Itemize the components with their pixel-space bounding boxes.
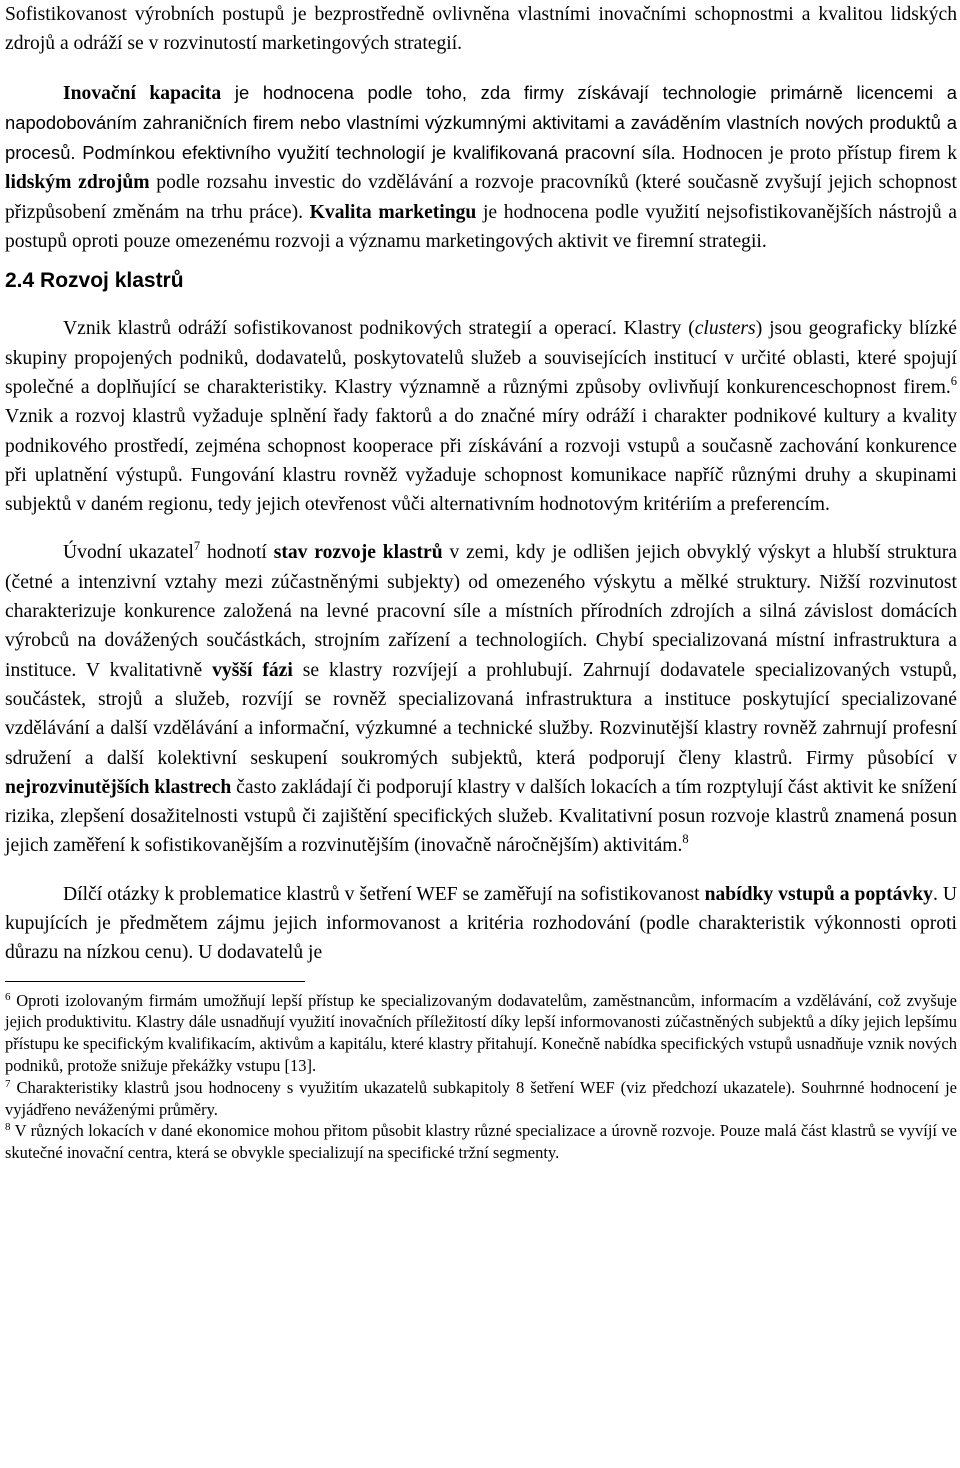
paragraph-text: hodnotí [200, 542, 274, 564]
paragraph-clusters [5, 314, 957, 519]
paragraph-text: podle rozsahu investic do vzdělávání a rozvoje pracovníků (které současně zvyšují jejich schopnost přizpůsobení změnám na trhu práce). [5, 172, 958, 223]
footnote-divider [5, 981, 305, 982]
footnote-text: Charakteristiky klastrů jsou hodnoceny s využitím ukazatelů subkapitoly 8 šetření WEF (viz předchozí ukazatele). Souhrnné hodnocení je vyjádřeno neváženými průměry. [5, 1077, 957, 1119]
term-higher-phase: vyšší fázi [212, 659, 293, 681]
footnote-6 [5, 990, 957, 1077]
paragraph-text: Hodnocen je proto přístup firem k [675, 143, 958, 165]
paragraph-text: . U kupujících je předmětem zájmu jejich informovanost a kritéria rozhodování (podle charakteristik výkonnosti oproti důrazu na nízkou cenu). U dodavatelů je [5, 883, 957, 964]
footnote-mark: 6 [5, 990, 11, 1003]
paragraph-text: Dílčí otázky k problematice klastrů v šetření WEF se zaměřují na sofistikovanost [63, 883, 705, 905]
footnote-7 [5, 1077, 957, 1121]
footnote-mark: 7 [5, 1077, 11, 1090]
paragraph-text: Vznik a rozvoj klastrů vyžaduje splnění řady faktorů a do značné míry odráží i charakter podnikové kultury a kvality podnikového prostředí, zejména schopnost kooperace při získávání a rozvoji vstupů a současně zachování konkurence při uplatnění výstupů. Fungování klastru rovněž vyžaduje schopnost komunikace napříč různými druhy a skupinami subjektů v daném regionu, tedy jejich otevřenost vůči alternativním hodnotovým kritériím a preferencím. [5, 406, 957, 516]
paragraph-text: je hodnocena podle toho, zda firmy získávají technologie primárně licencemi a napodobováním zahraničních firem nebo vlastními výzkumnými aktivitami a zaváděním vlastních nových produktů a procesů. Podmínkou efektivního využití technologií je kvalifikovaná pracovní síla. [5, 81, 958, 164]
paragraph-text: je hodnocena podle využití nejsofistikovanějších nástrojů a postupů oproti pouze omezenému rozvoji a významu marketingových aktivit ve firemní strategii. [5, 201, 957, 253]
footnote-text: Oproti izolovaným firmám umožňují lepší přístup ke specializovaným dodavatelům, zaměstnancům, informacím a vzdělávání, což zvyšuje jejich produktivitu. Klastry dále usnadňují využití inovačních příležitostí díky lepší informovanosti zúčastněných subjektů a díky jejich lepšímu přístupu ke specifickým kvalifikacím, aktivům a kapitálu, které klastry přitahují. Konečně nabídka specifických vstupů usnadňuje vznik nových podniků, protože snižuje překážky vstupu [13]. [5, 990, 957, 1075]
term-cluster-state: stav rozvoje klastrů [273, 542, 443, 564]
paragraph-intro [5, 0, 957, 59]
term-most-developed-clusters: nejrozvinutějších klastrech [5, 776, 232, 798]
paragraph-text: v zemi, kdy je odlišen jejich obvyklý výskyt a hlubší struktura (četné a intenzivní vztahy mezi zúčastněnými subjekty) od omezeného výskytu a mělké struktury. Nižší rozvinutost charakterizuje konkurence založená na levné pracovní síle a místních přírodních zdrojích a silná závislost domácích výrobců na dovážených součástkách, strojním zařízení a technologiích. Chybí specializovaná místní infrastruktura a instituce. V kvalitativně [5, 542, 957, 681]
paragraph-text: Úvodní ukazatel [63, 542, 194, 564]
paragraph-text: Sofistikovanost výrobních postupů je bezprostředně ovlivněna vlastními inovačními schopnostmi a kvalitou lidských zdrojů a odráží se v rozvinutostí marketingových strategií. [5, 4, 957, 55]
term-clusters: clusters [694, 318, 756, 340]
footnote-ref-7[interactable]: 7 [193, 539, 201, 554]
section-heading: 2.4 Rozvoj klastrů [5, 269, 184, 293]
term-human-resources: lidským zdrojům [5, 172, 150, 194]
paragraph-indicator [5, 538, 957, 860]
paragraph-subquestions [5, 880, 957, 968]
paragraph-text: se klastry rozvíjejí a prohlubují. Zahrnují dodavatele specializovaných vstupů, součástek, strojů a služeb, rozvíjí se rovněž specializovaná infrastruktura a instituce poskytující specializované vzdělávání a další vzdělávání a informační, výzkumné a technické služby. Rozvinutější klastry rovněž zahrnují profesní sdružení a další kolektivní seskupení soukromých subjektů, která podporují členy klastrů. Firmy působící v [5, 659, 957, 769]
spacer-text [303, 202, 310, 223]
paragraph-innovation [5, 78, 957, 257]
footnote-text: V různých lokacích v dané ekonomice mohou přitom působit klastry různé specializace a úrovně rozvoje. Pouze malá část klastrů se vyvíjí ve skutečné inovační centra, která se obvykle specializují na specifické tržní segmenty. [5, 1121, 957, 1163]
footnote-8 [5, 1120, 957, 1164]
paragraph-text: často zakládají či podporují klastry v dalších lokacích a tím rozptylují část aktivit ke snížení rizika, zlepšení dosažitelnosti vstupů či zajištění specifických služeb. Kvalitativní posun rozvoje klastrů znamená posun jejich zaměření k sofistikovanějším a rozvinutějším (inovačně náročnějším) aktivitám. [5, 776, 957, 857]
term-supply-demand: nabídky vstupů a poptávky [704, 883, 933, 905]
footnote-mark: 8 [5, 1121, 11, 1134]
paragraph-text: ) jsou geograficky blízké skupiny propojených podniků, dodavatelů, poskytovatelů služeb a souvisejících institucí v určité oblasti, které spojují společné a doplňující se charakteristiky. Klastry významně a různými způsoby ovlivňují konkurenceschopnost firem. [5, 318, 957, 398]
term-innovation-capacity: Inovační kapacita [63, 82, 222, 104]
paragraph-text: Vznik klastrů odráží sofistikovanost podnikových strategií a operací. Klastry ( [63, 318, 695, 340]
footnote-ref-6[interactable]: 6 [950, 373, 957, 388]
term-marketing-quality: Kvalita marketingu [309, 201, 477, 223]
footnote-ref-8[interactable]: 8 [682, 832, 689, 847]
